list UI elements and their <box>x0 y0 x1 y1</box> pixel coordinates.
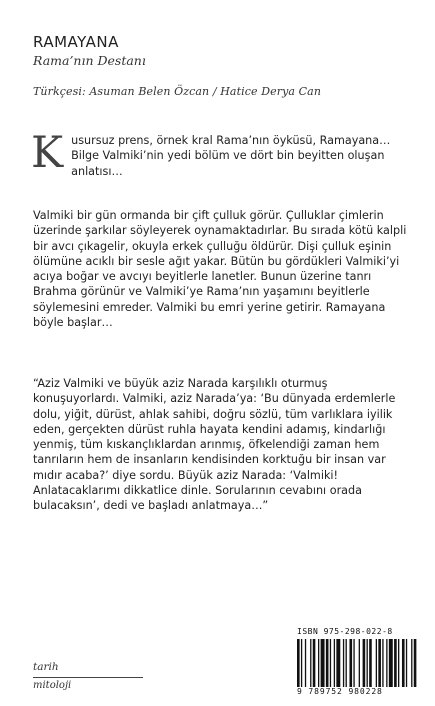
barcode-bar <box>386 639 387 687</box>
book-subtitle: Rama’nın Destanı <box>33 53 146 68</box>
barcode-bar <box>382 639 383 687</box>
barcode-bar <box>414 639 417 687</box>
translators-credit: Türkçesi: Asuman Belen Özcan / Hatice Derya Can <box>33 85 322 98</box>
barcode-bar <box>321 639 325 687</box>
barcode-bar <box>334 639 335 687</box>
barcode-bar <box>406 639 407 687</box>
barcode-bar <box>378 639 381 687</box>
category-label: tarih <box>33 661 59 673</box>
category-divider <box>33 677 143 678</box>
barcode-bar <box>411 639 412 687</box>
barcode-bar <box>326 639 329 687</box>
barcode-graphic <box>297 639 419 687</box>
barcode-bar <box>297 639 300 687</box>
drop-cap-letter: K <box>31 128 64 178</box>
barcode-digits: 9 789752 980228 <box>297 687 383 696</box>
barcode-bar <box>353 639 354 687</box>
intro-paragraph <box>31 128 417 179</box>
barcode-bar <box>310 639 311 687</box>
barcode-bar <box>363 639 366 687</box>
barcode-bar <box>398 639 399 687</box>
barcode-bar <box>336 639 340 687</box>
barcode-bar <box>376 639 377 687</box>
isbn-number: ISBN 975-298-022-8 <box>297 627 393 636</box>
intro-text: usursuz prens, örnek kral Rama’nın öyküsü, Ramayana… Bilge Valmiki’nin yedi bölüm ve dört bin beyitten oluşan anlatısı… <box>71 134 391 178</box>
barcode-bar <box>313 639 316 687</box>
barcode-bar <box>343 639 344 687</box>
story-paragraph: Valmiki bir gün ormanda bir çift çulluk görür. Çulluklar çimlerin üzerinde şarkılar söyleyerek oynamaktadırlar. Bu sırada kötü kalpli bir avcı çıkagelir, okuyla erkek çulluğu öldürür. Dişi çulluk eşinin ölümüne acıklı bir sesle ağıt yakar. Bütün bu gördükleri Valmiki’yi acıya boğar ve avcıyı beyitlerle lanetler. Bunun üzerine tanrı Brahma görünür ve Valmiki’ye Rama’nın yaşamını beyitlerle söylemesini emreder. Valmiki bu emri yerine getirir. Ramayana böyle başlar… <box>33 209 407 330</box>
barcode-bar <box>318 639 319 687</box>
barcode-bar <box>367 639 368 687</box>
book-title: RAMAYANA <box>33 33 119 51</box>
barcode-bar <box>346 639 347 687</box>
isbn-block <box>297 627 419 699</box>
barcode-bar <box>301 639 302 687</box>
barcode-bar <box>394 639 397 687</box>
barcode-bar <box>305 639 306 687</box>
barcode-bar <box>389 639 393 687</box>
quote-paragraph: “Aziz Valmiki ve büyük aziz Narada karşılıklı oturmuş konuşuyorlardı. Valmiki, aziz Narada’ya: ‘Bu dünyada erdemlerle dolu, yiğit, dürüst, ahlak sahibi, doğru sözlü, tüm varlıklara iyilik eden, gerçekten dürüst ruhla hayata kendini adamış, kindarlığı yenmiş, tüm kıskançlıklardan arınmış, öfkelendiği zaman hem tanrıların hem de insanların kendisinden korktuğu bir insan var mıdır acaba?’ diye sordu. Büyük aziz Narada: ‘Valmiki! Anlatacaklarımı dikkatlice dinle. Sorularının cevabını orada bulacaksın’, dedi ve başladı anlatmaya…” <box>33 377 396 513</box>
barcode-bar <box>402 639 405 687</box>
barcode-bar <box>359 639 360 687</box>
barcode-bar <box>369 639 372 687</box>
barcode-bar <box>349 639 352 687</box>
subcategory-label: mitoloji <box>33 680 72 691</box>
barcode-bar <box>330 639 331 687</box>
